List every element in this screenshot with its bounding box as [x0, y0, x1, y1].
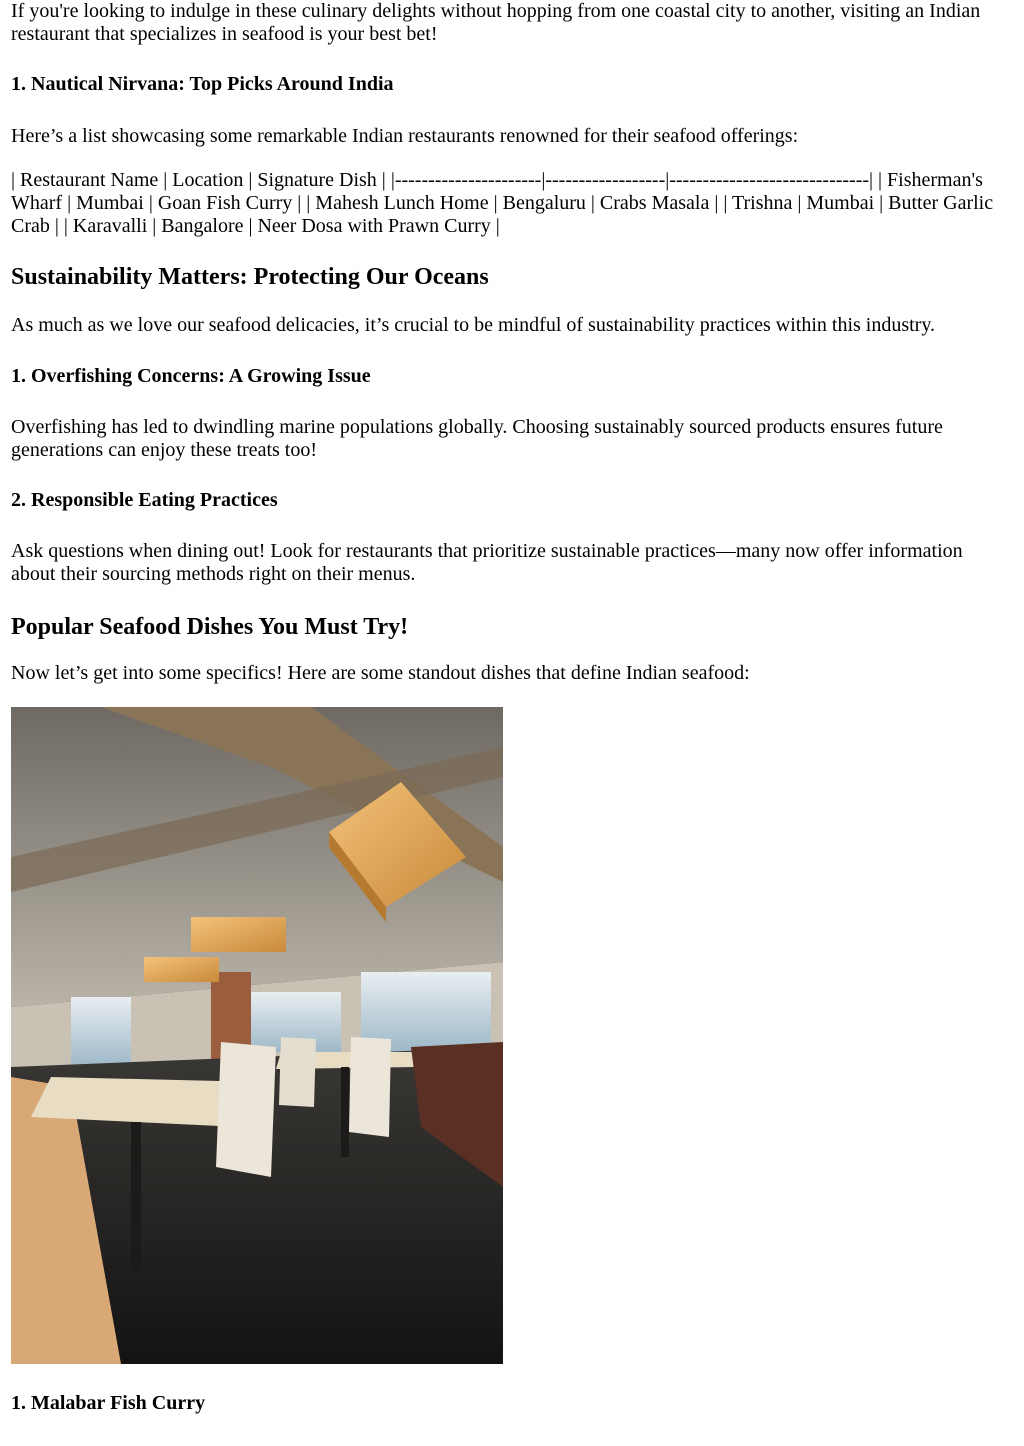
- overfishing-paragraph: Overfishing has led to dwindling marine populations globally. Choosing sustainably sourced products ensures future generations can enjoy these treats too!: [11, 416, 943, 461]
- list-intro-paragraph: Here’s a list showcasing some remarkable Indian restaurants renowned for their seafood offerings:: [11, 125, 799, 147]
- overfishing-heading: 1. Overfishing Concerns: A Growing Issue: [11, 365, 371, 387]
- restaurant-interior-photo: [11, 707, 503, 1364]
- malabar-fish-curry-heading: 1. Malabar Fish Curry: [11, 1392, 206, 1414]
- nautical-heading: 1. Nautical Nirvana: Top Picks Around India: [11, 73, 394, 95]
- sustainability-heading: Sustainability Matters: Protecting Our Oceans: [11, 264, 489, 290]
- sustainability-paragraph: As much as we love our seafood delicacies, it’s crucial to be mindful of sustainability practices within this industry.: [11, 314, 936, 336]
- restaurant-table-text: | Restaurant Name | Location | Signature Dish | |----------------------|------------------|------------------------------| | Fisherman's Wharf | Mumbai | Goan Fish Curry | | Mahesh Lunch Home | Bengaluru | Crabs Masala | | Trishna | Mumbai | Butter Garlic Crab | | Karavalli | Bangalore | Neer Dosa with Prawn Curry |: [11, 169, 994, 237]
- popular-dishes-paragraph: Now let’s get into some specifics! Here are some standout dishes that define Indian seafood:: [11, 662, 750, 684]
- popular-dishes-heading: Popular Seafood Dishes You Must Try!: [11, 614, 409, 640]
- responsible-eating-heading: 2. Responsible Eating Practices: [11, 489, 278, 511]
- photo-illustration: [11, 707, 503, 1364]
- responsible-eating-paragraph: Ask questions when dining out! Look for restaurants that prioritize sustainable practices—many now offer information about their sourcing methods right on their menus.: [11, 540, 963, 585]
- intro-paragraph: If you're looking to indulge in these culinary delights without hopping from one coastal city to another, visiting an Indian restaurant that specializes in seafood is your best bet!: [11, 0, 981, 45]
